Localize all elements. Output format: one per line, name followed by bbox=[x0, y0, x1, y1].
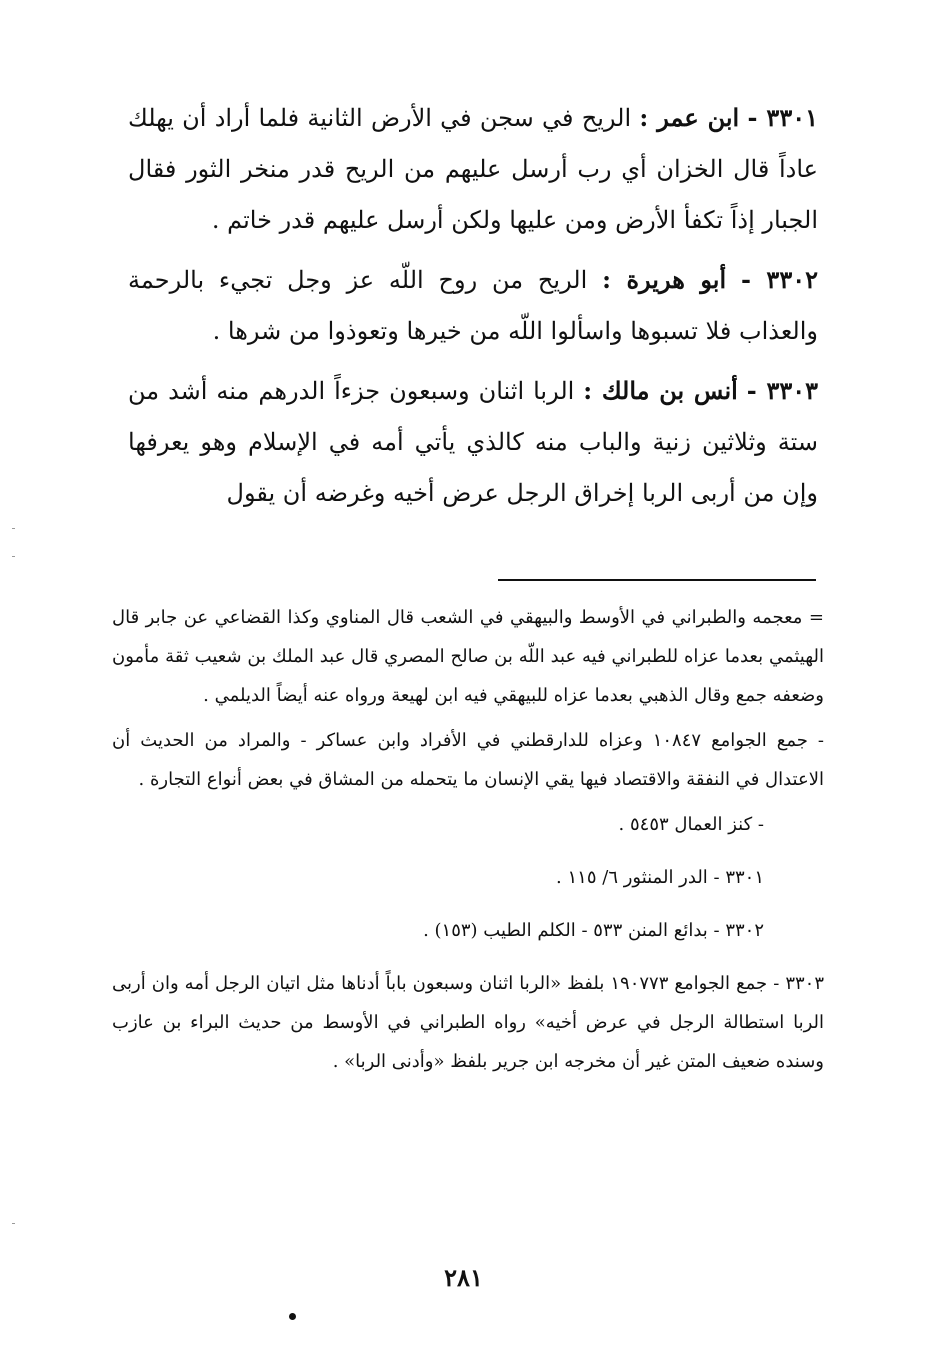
footnote-continuation: = معجمه والطبراني في الأوسط والبيهقي في الشعب قال المناوي وكذا القضاعي عن جابر قال الهيثمي بعدما عزاه للطبراني فيه عبد اللّه بن صالح المصري قال عبد الملك بن شعيب ثقة مأمون وضعفه جمع وقال الذهبي بعدما عزاه للبيهقي فيه ابن لهيعة ورواه عنه أيضاً الديلمي . bbox=[112, 607, 824, 706]
hadith-3301 bbox=[128, 92, 818, 246]
footnote-divider bbox=[498, 579, 816, 581]
hadith-text: الريح في سجن في الأرض الثانية فلما أراد أن يهلك عاداً قال الخزان أي رب أرسل عليهم من الريح قدر منخر الثور فقال الجبار إذاً تكفأ الأرض ومن عليها ولكن أرسل عليهم قدر خاتم . bbox=[128, 104, 818, 234]
hadith-narrator: أنس بن مالك : bbox=[583, 376, 738, 405]
main-text bbox=[128, 92, 818, 527]
scan-mark bbox=[12, 1223, 15, 1224]
hadith-3302 bbox=[128, 254, 818, 357]
hadith-text: الريح من روح اللّه عز وجل تجيء بالرحمة والعذاب فلا تسبوها واسألوا اللّه من خيرها وتعوذوا من شرها . bbox=[128, 266, 818, 345]
hadith-number: ٣٣٠٣ - bbox=[746, 376, 818, 405]
footnote-kanz: - كنز العمال ٥٤٥٣ . bbox=[618, 814, 764, 835]
scan-mark bbox=[12, 528, 15, 529]
footnotes-section bbox=[112, 598, 824, 1087]
footnote-3301: ٣٣٠١ - الدر المنثور ٦/ ١١٥ . bbox=[556, 867, 764, 888]
footnote-3302: ٣٣٠٢ - بدائع المنن ٥٣٣ - الكلم الطيب (١٥٣) . bbox=[423, 920, 764, 941]
hadith-text: الربا اثنان وسبعون جزءاً الدرهم منه أشد من ستة وثلاثين زنية والباب منه كالذي يأتي أمه في الإسلام وهو يعرفها وإن من أربى الربا إخراق الرجل عرض أخيه وغرضه أن يقول bbox=[128, 377, 819, 507]
hadith-number: ٣٣٠٢ - bbox=[740, 265, 818, 294]
hadith-number: ٣٣٠١ - bbox=[747, 103, 818, 132]
page-number: ٢٨١ bbox=[444, 1263, 483, 1292]
hadith-narrator: أبو هريرة : bbox=[602, 265, 727, 294]
scan-mark bbox=[12, 556, 15, 557]
footnote-jami: - جمع الجوامع ١٠٨٤٧ وعزاه للدارقطني في الأفراد وابن عساكر - والمراد من الحديث أن الاعتدال في النفقة والاقتصاد فيها يقي الإنسان ما يتحمله من المشاق في بعض أنواع التجارة . bbox=[112, 730, 824, 790]
hadith-3303 bbox=[128, 365, 818, 519]
footnote-3303: ٣٣٠٣ - جمع الجوامع ١٩٠٧٧٣ بلفظ «الربا اثنان وسبعون باباً أدناها مثل اتيان الرجل أمه وان أربى الربا استطالة الرجل في عرض أخيه» رواه الطبراني في الأوسط من حديث البراء بن عازب وسنده ضعيف المتن غير أن مخرجه ابن جرير بلفظ «وأدنى الربا» . bbox=[112, 973, 824, 1072]
ink-dot bbox=[289, 1313, 296, 1320]
hadith-narrator: ابن عمر : bbox=[639, 103, 740, 132]
